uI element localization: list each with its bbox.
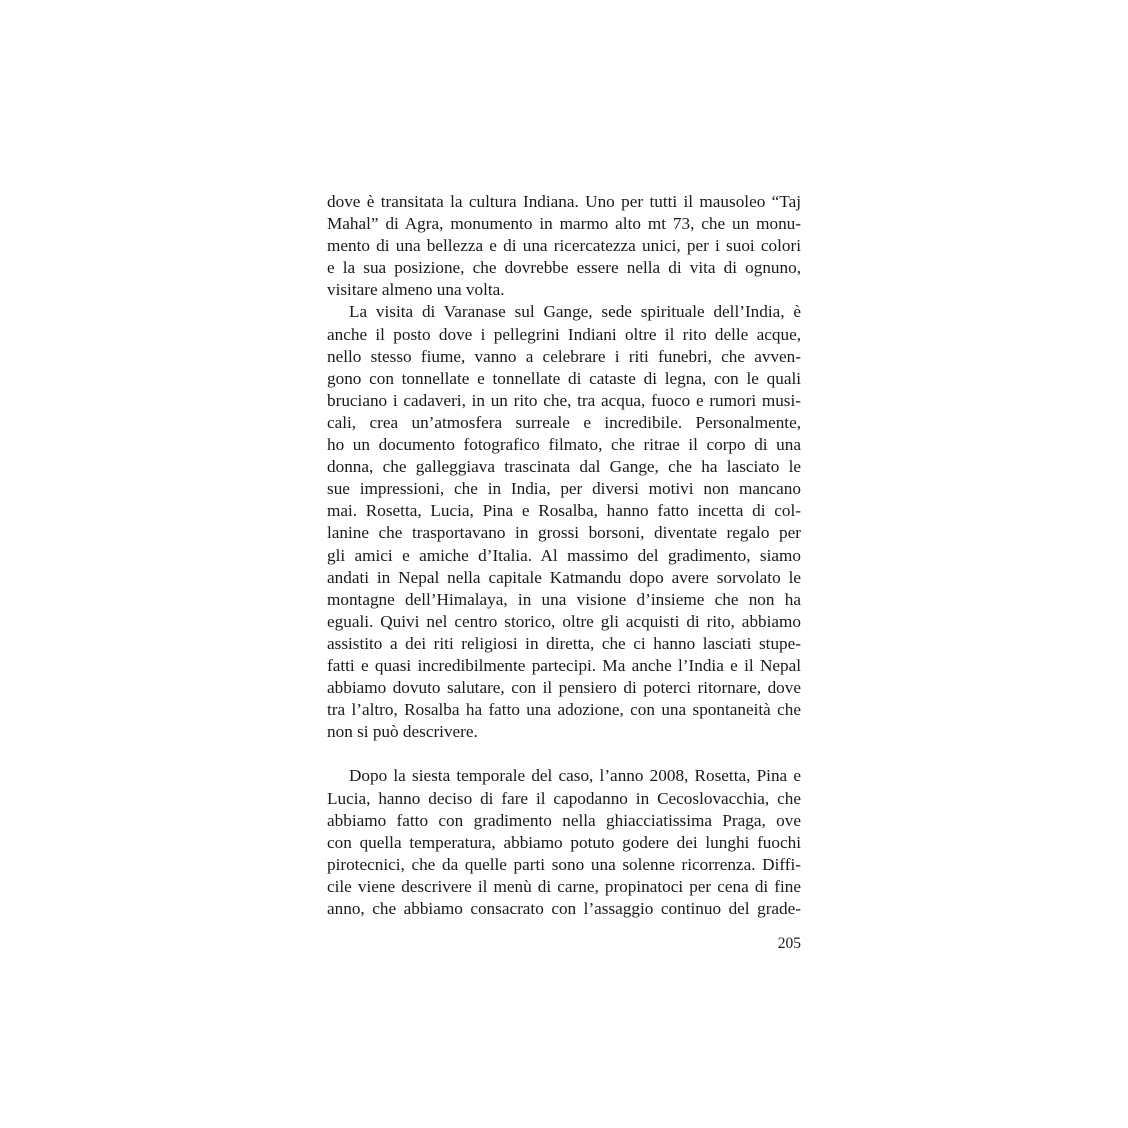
text-line: mai. Rosetta, Lucia, Pina e Rosalba, hanno fatto incetta di col- xyxy=(327,501,801,521)
text-line: tra l’altro, Rosalba ha fatto una adozione, con una spontaneità che xyxy=(327,700,801,720)
text-line: pirotecnici, che da quelle parti sono una solenne ricorrenza. Diffi- xyxy=(327,854,801,874)
text-line: cali, crea un’atmosfera surreale e incredibile. Personalmente, xyxy=(327,412,801,432)
text-line: donna, che galleggiava trascinata dal Gange, che ha lasciato le xyxy=(327,457,801,477)
text-line: abbiamo dovuto salutare, con il pensiero di poterci ritornare, dove xyxy=(327,678,801,698)
text-line: Dopo la siesta temporale del caso, l’anno 2008, Rosetta, Pina e xyxy=(349,766,801,786)
text-line: andati in Nepal nella capitale Katmandu dopo avere sorvolato le xyxy=(327,567,801,587)
text-line: lanine che trasportavano in grossi borsoni, diventate regalo per xyxy=(327,523,801,543)
page-number: 205 xyxy=(777,935,801,952)
paragraph-gap xyxy=(327,743,801,765)
text-line: sue impressioni, che in India, per diversi motivi non mancano xyxy=(327,479,801,499)
text-line: con quella temperatura, abbiamo potuto godere dei lunghi fuochi xyxy=(327,832,801,852)
text-line: abbiamo fatto con gradimento nella ghiacciatissima Praga, ove xyxy=(327,810,801,830)
text-line: gli amici e amiche d’Italia. Al massimo del gradimento, siamo xyxy=(327,545,801,565)
text-line: La visita di Varanase sul Gange, sede spirituale dell’India, è xyxy=(349,302,801,322)
text-line: visitare almeno una volta. xyxy=(327,280,505,300)
text-line: Mahal” di Agra, monumento in marmo alto mt 73, che un monu- xyxy=(327,214,801,234)
text-line: assistito a dei riti religiosi in diretta, che ci hanno lasciati stupe- xyxy=(327,633,801,653)
text-line: Lucia, hanno deciso di fare il capodanno in Cecoslovacchia, che xyxy=(327,788,801,808)
text-line: fatti e quasi incredibilmente partecipi. Ma anche l’India e il Nepal xyxy=(327,655,801,675)
body-text xyxy=(327,191,801,920)
text-line: dove è transitata la cultura Indiana. Uno per tutti il mausoleo “Taj xyxy=(327,192,801,211)
text-line: e la sua posizione, che dovrebbe essere nella di vita di ognuno, xyxy=(327,258,801,278)
text-line: cile viene descrivere il menù di carne, propinatoci per cena di fine xyxy=(327,876,801,896)
text-line: nello stesso fiume, vanno a celebrare i riti funebri, che avven- xyxy=(327,346,801,366)
text-line: montagne dell’Himalaya, in una visione d’insieme che non ha xyxy=(327,589,801,609)
text-line: mento di una bellezza e di una ricercatezza unici, per i suoi colori xyxy=(327,236,801,256)
text-line: bruciano i cadaveri, in un rito che, tra acqua, fuoco e rumori musi- xyxy=(327,390,801,410)
text-line: ho un documento fotografico filmato, che ritrae il corpo di una xyxy=(327,435,801,455)
text-line: eguali. Quivi nel centro storico, oltre gli acquisti di rito, abbiamo xyxy=(327,611,801,631)
text-line: anno, che abbiamo consacrato con l’assaggio continuo del grade- xyxy=(327,899,801,918)
text-line: non si può descrivere. xyxy=(327,722,478,742)
text-line: gono con tonnellate e tonnellate di cataste di legna, con le quali xyxy=(327,368,801,388)
text-line: anche il posto dove i pellegrini Indiani oltre il rito delle acque, xyxy=(327,324,801,344)
